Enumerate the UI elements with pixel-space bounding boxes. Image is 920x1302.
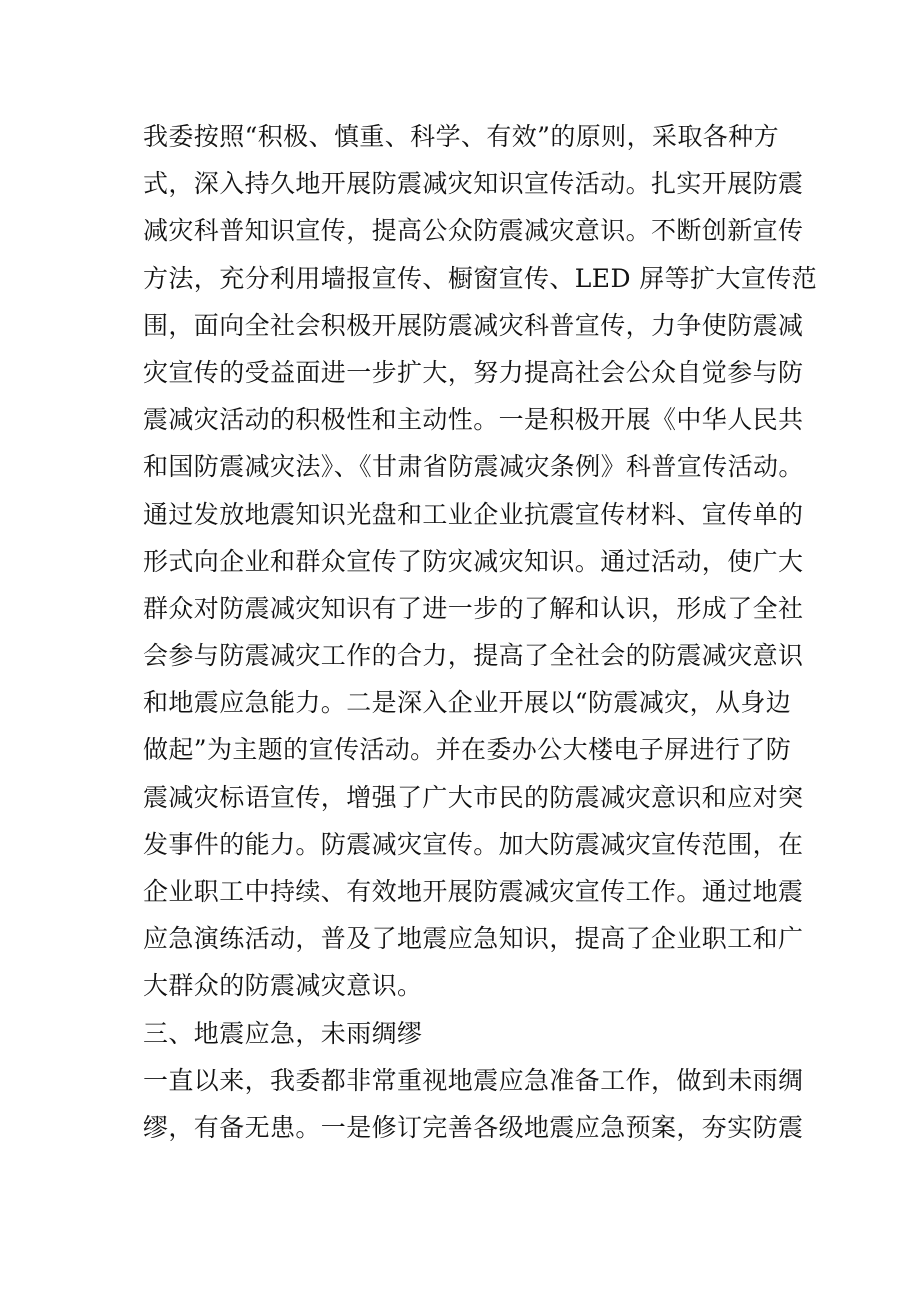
document-body	[143, 113, 818, 1151]
text-line: 形式向企业和群众宣传了防灾减灾知识。通过活动，使广大	[143, 546, 804, 576]
text-line: 方法，充分利用墙报宣传、橱窗宣传、LED 屏等扩大宣传范	[143, 263, 818, 293]
text-line: 通过发放地震知识光盘和工业企业抗震宣传材料、宣传单的	[143, 499, 804, 529]
text-line: 会参与防震减灾工作的合力，提高了全社会的防震减灾意识	[143, 641, 804, 671]
text-line: 震减灾标语宣传，增强了广大市民的防震减灾意识和应对突	[143, 782, 804, 812]
text-line: 应急演练活动，普及了地震应急知识，提高了企业职工和广	[143, 924, 804, 954]
text-line: 缪，有备无患。一是修订完善各级地震应急预案，夯实防震	[143, 1112, 804, 1142]
text-line: 和地震应急能力。二是深入企业开展以“防震减灾，从身边	[143, 688, 792, 718]
text-line: 企业职工中持续、有效地开展防震减灾宣传工作。通过地震	[143, 877, 804, 906]
text-line: 做起”为主题的宣传活动。并在委办公大楼电子屏进行了防	[143, 735, 792, 765]
section-heading: 三、地震应急，未雨绸缪	[143, 1018, 423, 1048]
text-line: 大群众的防震减灾意识。	[143, 971, 423, 1001]
text-line: 减灾科普知识宣传，提高公众防震减灾意识。不断创新宣传	[143, 216, 804, 246]
text-line: 发事件的能力。防震减灾宣传。加大防震减灾宣传范围，在	[143, 829, 804, 859]
text-line: 震减灾活动的积极性和主动性。一是积极开展《中华人民共	[143, 405, 804, 435]
text-line: 群众对防震减灾知识有了进一步的了解和认识，形成了全社	[143, 593, 804, 623]
text-line: 灾宣传的受益面进一步扩大，努力提高社会公众自觉参与防	[143, 357, 804, 387]
text-line: 围，面向全社会积极开展防震减灾科普宣传，力争使防震减	[143, 310, 804, 340]
text-line: 我委按照“积极、慎重、科学、有效”的原则，采取各种方	[143, 122, 779, 151]
text-line: 式，深入持久地开展防震减灾知识宣传活动。扎实开展防震	[143, 169, 804, 199]
text-line: 和国防震减灾法》、《甘肃省防震减灾条例》科普宣传活动。	[143, 452, 804, 482]
text-line: 一直以来，我委都非常重视地震应急准备工作，做到未雨绸	[143, 1065, 804, 1095]
